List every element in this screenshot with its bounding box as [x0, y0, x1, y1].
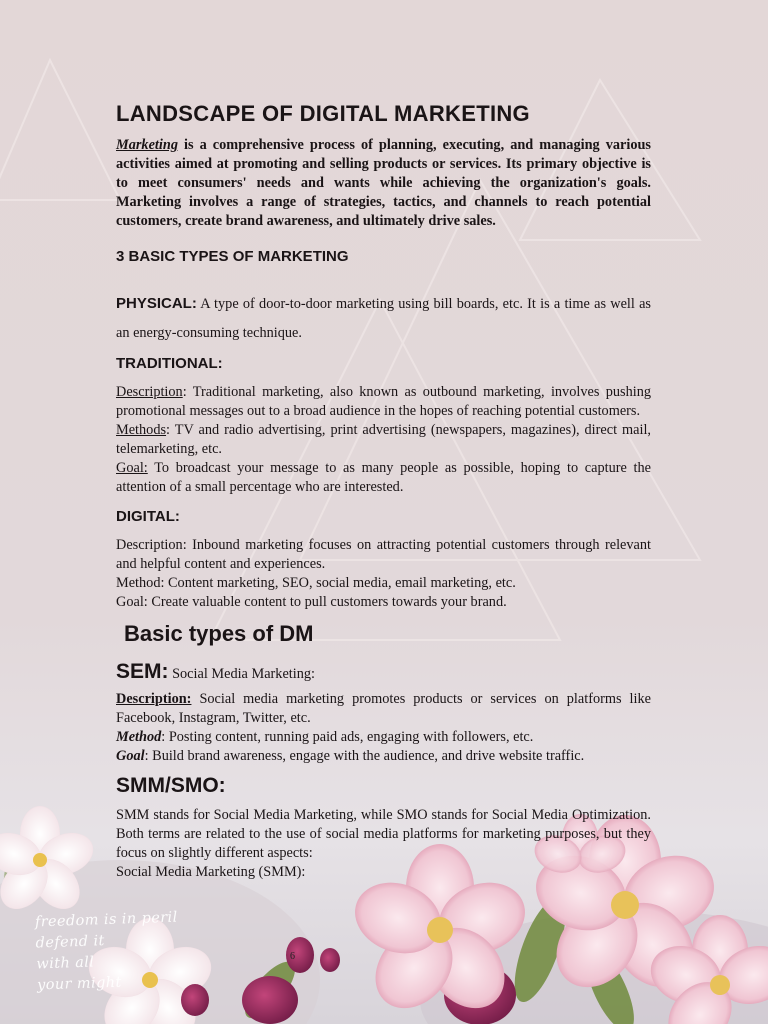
sem-text: Social Media Marketing: — [168, 666, 316, 682]
intro-term: Marketing — [116, 137, 178, 153]
dm-heading: Basic types of DM — [124, 621, 314, 646]
traditional-methods-text: : TV and radio advertising, print advertising (newspapers, magazines), direct mail, telemarketing, etc. — [116, 422, 651, 457]
sem-label: SEM: — [116, 660, 169, 683]
intro-text: is a comprehensive process of planning, executing, and managing various activities aimed at promoting and selling products or services. Its primary objective is to meet consumers' needs and wants while achieving the organization's goals. Marketing involves a range of strategies, tactics, and channels to reach potential customers, create brand awareness, and ultimately drive sales. — [116, 137, 651, 229]
sem-description — [116, 690, 651, 728]
types-heading: 3 BASIC TYPES OF MARKETING — [116, 248, 349, 265]
quote-line: with all — [36, 954, 95, 973]
intro-paragraph — [116, 136, 651, 231]
sem-line — [116, 658, 651, 688]
traditional-description — [116, 383, 651, 421]
smm-paragraph: SMM stands for Social Media Marketing, while SMO stands for Social Media Optimization. Both terms are related to the use of social media platforms for marketing purposes, but they focus on slightly different aspects: — [116, 807, 651, 861]
smm-subheading: Social Media Marketing (SMM): — [116, 864, 306, 880]
physical-label: PHYSICAL: — [116, 295, 197, 312]
sem-goal-label: Goal — [116, 748, 145, 764]
sem-method-label: Method — [116, 729, 162, 745]
physical-text: A type of door-to-door marketing using bill boards, etc. It is a time as well as an energy-consuming technique. — [116, 296, 651, 341]
page-title: LANDSCAPE OF DIGITAL MARKETING — [116, 101, 530, 126]
smm-heading: SMM/SMO: — [116, 774, 226, 797]
traditional-description-label: Description — [116, 384, 183, 400]
sem-method-text: : Posting content, running paid ads, engaging with followers, etc. — [161, 729, 534, 745]
document-body — [116, 100, 651, 882]
quote-line: freedom is in peril — [34, 909, 178, 931]
digital-method: Method: Content marketing, SEO, social media, email marketing, etc. — [116, 575, 516, 591]
physical-paragraph — [116, 289, 651, 348]
traditional-goal-label: Goal: — [116, 460, 148, 476]
sem-method — [116, 728, 651, 747]
traditional-goal-text: To broadcast your message to as many people as possible, hoping to capture the attention of a small percentage who are interested. — [116, 460, 651, 495]
traditional-methods — [116, 421, 651, 459]
sem-description-label: Description: — [116, 691, 192, 707]
traditional-goal — [116, 459, 651, 497]
traditional-heading: TRADITIONAL: — [116, 355, 223, 372]
sem-goal-text: : Build brand awareness, engage with the audience, and drive website traffic. — [144, 748, 585, 764]
traditional-methods-label: Methods — [116, 422, 167, 438]
quote-text — [35, 908, 181, 997]
page-number: 6 — [290, 951, 295, 962]
digital-heading: DIGITAL: — [116, 508, 180, 525]
sem-goal — [116, 747, 651, 766]
quote-line: defend it — [35, 933, 106, 952]
quote-line: your might — [36, 974, 122, 994]
digital-description: Description: Inbound marketing focuses on attracting potential customers through relevant and helpful content and experiences. — [116, 537, 651, 572]
digital-goal: Goal: Create valuable content to pull customers towards your brand. — [116, 594, 507, 610]
sem-description-text: Social media marketing promotes products or services on platforms like Facebook, Instagram, Twitter, etc. — [116, 691, 651, 726]
traditional-description-text: : Traditional marketing, also known as outbound marketing, involves pushing promotional messages out to a broad audience in the hopes of reaching potential customers. — [116, 384, 651, 419]
